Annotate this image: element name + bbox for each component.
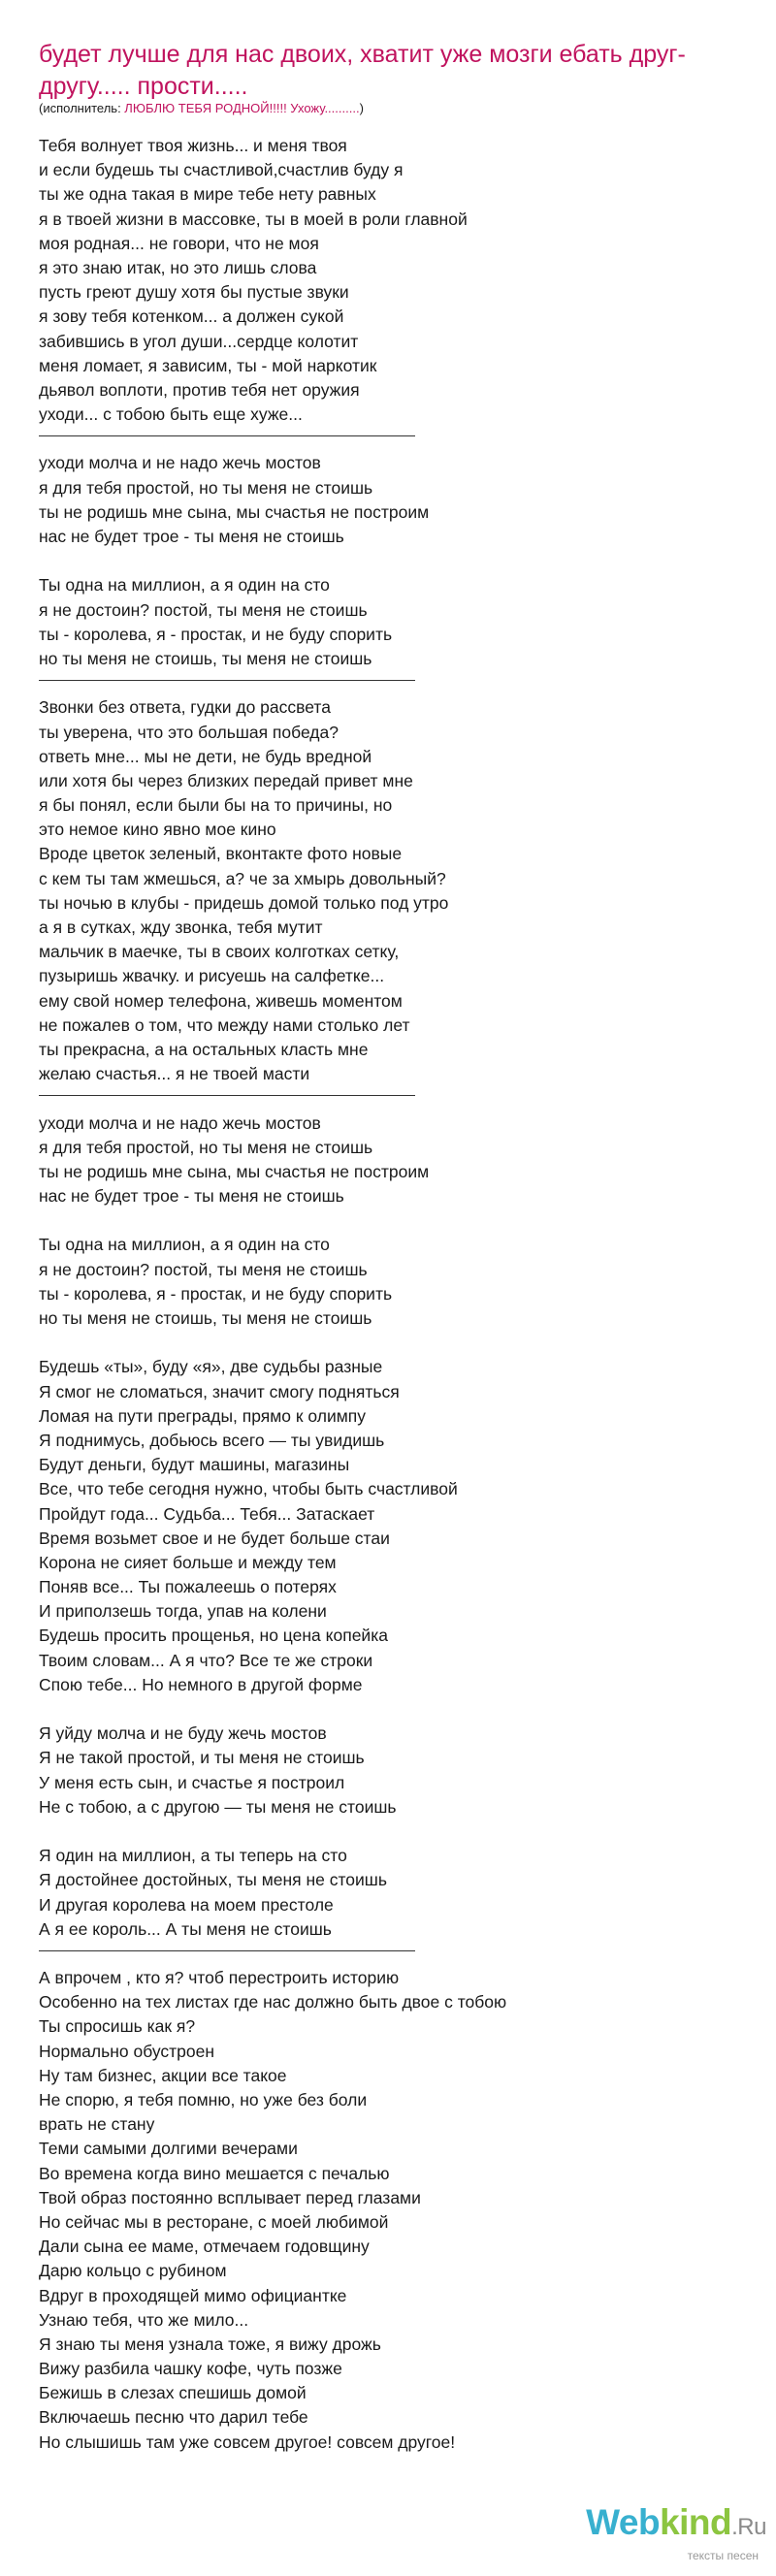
lyric-line: ты не родишь мне сына, мы счастья не построим [39,501,430,522]
lyric-line: Включаешь песню что дарил тебе [39,2407,308,2428]
lyric-line: Вроде цветок зеленый, вконтакте фото новые [39,844,403,864]
lyric-line: пусть греют душу хотя бы пустые звуки [39,282,349,303]
lyric-line: ты не родишь мне сына, мы счастья не построим [39,1161,430,1181]
lyric-line: я зову тебя котенком... а должен сукой [39,306,344,327]
lyric-line: уходи молча и не надо жечь мостов [39,453,321,473]
lyric-line: но ты меня не стоишь, ты меня не стоишь [39,648,372,668]
lyric-line: А я ее король... А ты меня не стоишь [39,1918,332,1939]
lyric-line: Пройдут года... Судьба... Тебя... Затаскает [39,1503,375,1524]
performer-prefix: (исполнитель: [39,101,125,115]
lyric-line: Я уйду молча и не буду жечь мостов [39,1723,327,1744]
lyric-line: ты прекрасна, а на остальных класть мне [39,1039,369,1059]
lyric-line: Время возьмет свое и не будет больше стаи [39,1528,390,1548]
lyric-line: Я один на миллион, а ты теперь на сто [39,1846,347,1866]
lyric-line: это немое кино явно мое кино [39,820,276,840]
logo-ru: .Ru [731,2514,766,2540]
logo-wordmark [586,2502,766,2543]
lyric-line: моя родная... не говори, что не моя [39,233,319,253]
lyric-line: забившись в угол души...сердце колотит [39,331,359,351]
lyric-line: я в твоей жизни в массовке, ты в моей в роли главной [39,209,468,229]
lyric-line: Твоим словам... А я что? Все те же строки [39,1650,373,1670]
lyric-line: Ломая на пути преграды, прямо к олимпу [39,1405,366,1426]
verse-divider [39,1086,757,1111]
lyric-line: Будешь просить прощенья, но цена копейка [39,1626,388,1646]
lyric-line: или хотя бы через близких передай привет мне [39,770,413,790]
lyrics-text [39,134,757,2455]
lyric-line: Во времена когда вино мешается с печалью [39,2163,390,2183]
blank-line [39,1819,757,1844]
blank-line [39,1331,757,1355]
webkind-logo[interactable] [535,2489,776,2576]
blank-line [39,1697,757,1722]
lyric-line: У меня есть сын, и счастье я построил [39,1772,345,1792]
lyric-line: Спою тебе... Но немного в другой форме [39,1674,363,1694]
lyric-line: нас не будет трое - ты меня не стоишь [39,1186,344,1207]
lyric-line: Я поднимусь, добьюсь всего — ты увидишь [39,1430,385,1450]
lyric-line: И приползешь тогда, упав на колени [39,1601,327,1622]
lyric-line: Будут деньги, будут машины, магазины [39,1455,350,1475]
lyric-line: Дарю кольцо с рубином [39,2261,227,2281]
lyric-line: с кем ты там жмешься, а? че за хмырь довольный? [39,868,446,888]
lyric-line: Не с тобою, а с другою — ты меня не стоишь [39,1796,397,1817]
lyric-line: Узнаю тебя, что же мило... [39,2309,249,2330]
blank-line [39,1208,757,1233]
lyric-line: ты уверена, что это большая победа? [39,722,339,742]
lyric-line: Я не такой простой, и ты меня не стоишь [39,1748,365,1768]
lyric-line: я не достоин? постой, ты меня не стоишь [39,599,368,620]
logo-tagline: тексты песен [687,2549,759,2562]
lyric-line: И другая королева на моем престоле [39,1894,334,1915]
lyric-line: Твой образ постоянно всплывает перед глазами [39,2187,421,2207]
lyric-line: Теми самыми долгими вечерами [39,2139,298,2159]
lyric-line: меня ломает, я зависим, ты - мой наркотик [39,355,377,375]
lyric-line: Я знаю ты меня узнала тоже, я вижу дрожь [39,2334,381,2354]
song-title: будет лучше для нас двоих, хватит уже мозги ебать друг-другу..... прости..... [39,41,686,100]
lyric-line: пузыришь жвачку. и рисуешь на салфетке... [39,966,385,986]
lyric-line: ты - королева, я - простак, и не буду спорить [39,1283,393,1304]
lyric-line: Дали сына ее маме, отмечаем годовщину [39,2237,370,2257]
lyric-line: Звонки без ответа, гудки до рассвета [39,697,331,718]
lyric-line: Вижу разбила чашку кофе, чуть позже [39,2359,342,2379]
lyric-line: ты - королева, я - простак, и не буду спорить [39,624,393,644]
lyric-line: Но сейчас мы в ресторане, с моей любимой [39,2211,389,2232]
lyric-line: Я достойнее достойных, ты меня не стоишь [39,1870,387,1890]
lyric-line: уходи... с тобою быть еще хуже... [39,404,303,425]
lyric-line: Не спорю, я тебя помню, но уже без боли [39,2090,368,2109]
lyric-line: ты ночью в клубы - придешь домой только под утро [39,892,449,913]
lyric-line: Я смог не сломаться, значит смогу подняться [39,1381,400,1401]
verse-divider [39,671,757,695]
lyric-line: я это знаю итак, но это лишь слова [39,257,317,277]
lyric-line: желаю счастья... я не твоей масти [39,1064,310,1084]
lyric-line: дьявол воплоти, против тебя нет оружия [39,379,360,400]
lyric-line: нас не будет трое - ты меня не стоишь [39,527,344,546]
lyric-line: Корона не сияет больше и между тем [39,1552,337,1572]
performer-link[interactable]: ЛЮБЛЮ ТЕБЯ РОДНОЙ!!!!! Ухожу.......... [124,101,360,115]
lyric-line: ты же одна такая в мире тебе нету равных [39,184,376,205]
lyric-line: Вдруг в проходящей мимо официантке [39,2285,347,2305]
lyric-line: Ну там бизнес, акции все такое [39,2065,287,2085]
lyric-line: а я в сутках, жду звонка, тебя мутит [39,918,323,937]
lyric-line: но ты меня не стоишь, ты меня не стоишь [39,1308,372,1328]
logo-web: Web [586,2502,661,2542]
lyric-line: А впрочем , кто я? чтоб перестроить историю [39,1968,400,1988]
lyric-line: я для тебя простой, но ты меня не стоишь [39,477,373,498]
lyric-line: Но слышишь там уже совсем другое! совсем другое! [39,2431,456,2452]
lyric-line: я бы понял, если были бы на то причины, но [39,795,393,816]
lyric-line: не пожалев о том, что между нами столько лет [39,1014,410,1035]
lyric-line: ему свой номер телефона, живешь моментом [39,990,403,1011]
lyric-line: Ты одна на миллион, а я один на сто [39,575,330,596]
lyric-line: Ты спросишь как я? [39,2016,196,2037]
lyric-line: и если будешь ты счастливой,счастлив буду я [39,160,404,180]
lyric-line: я для тебя простой, но ты меня не стоишь [39,1137,373,1157]
logo-kind: kind [660,2502,732,2542]
lyric-line: Будешь «ты», буду «я», две судьбы разные [39,1357,383,1377]
performer-line [39,101,364,116]
lyric-line: ответь мне... мы не дети, не будь вредной [39,746,372,766]
lyric-line: я не достоин? постой, ты меня не стоишь [39,1259,368,1279]
lyric-line: Бежишь в слезах спешишь домой [39,2383,307,2403]
verse-divider [39,1942,757,1966]
lyric-line: Особенно на тех листах где нас должно быть двое с тобою [39,1992,507,2012]
lyric-line: врать не стану [39,2114,155,2135]
blank-line [39,549,757,573]
performer-suffix: ) [359,101,364,115]
verse-divider [39,427,757,451]
lyric-line: Все, что тебе сегодня нужно, чтобы быть счастливой [39,1479,458,1499]
lyric-line: Нормально обустроен [39,2041,215,2061]
lyric-line: Тебя волнует твоя жизнь... и меня твоя [39,136,347,155]
lyric-line: Поняв все... Ты пожалеешь о потерях [39,1577,337,1597]
lyric-line: Ты одна на миллион, а я один на сто [39,1235,330,1255]
lyric-line: мальчик в маечке, ты в своих колготках сетку, [39,942,400,962]
lyric-line: уходи молча и не надо жечь мостов [39,1112,321,1133]
